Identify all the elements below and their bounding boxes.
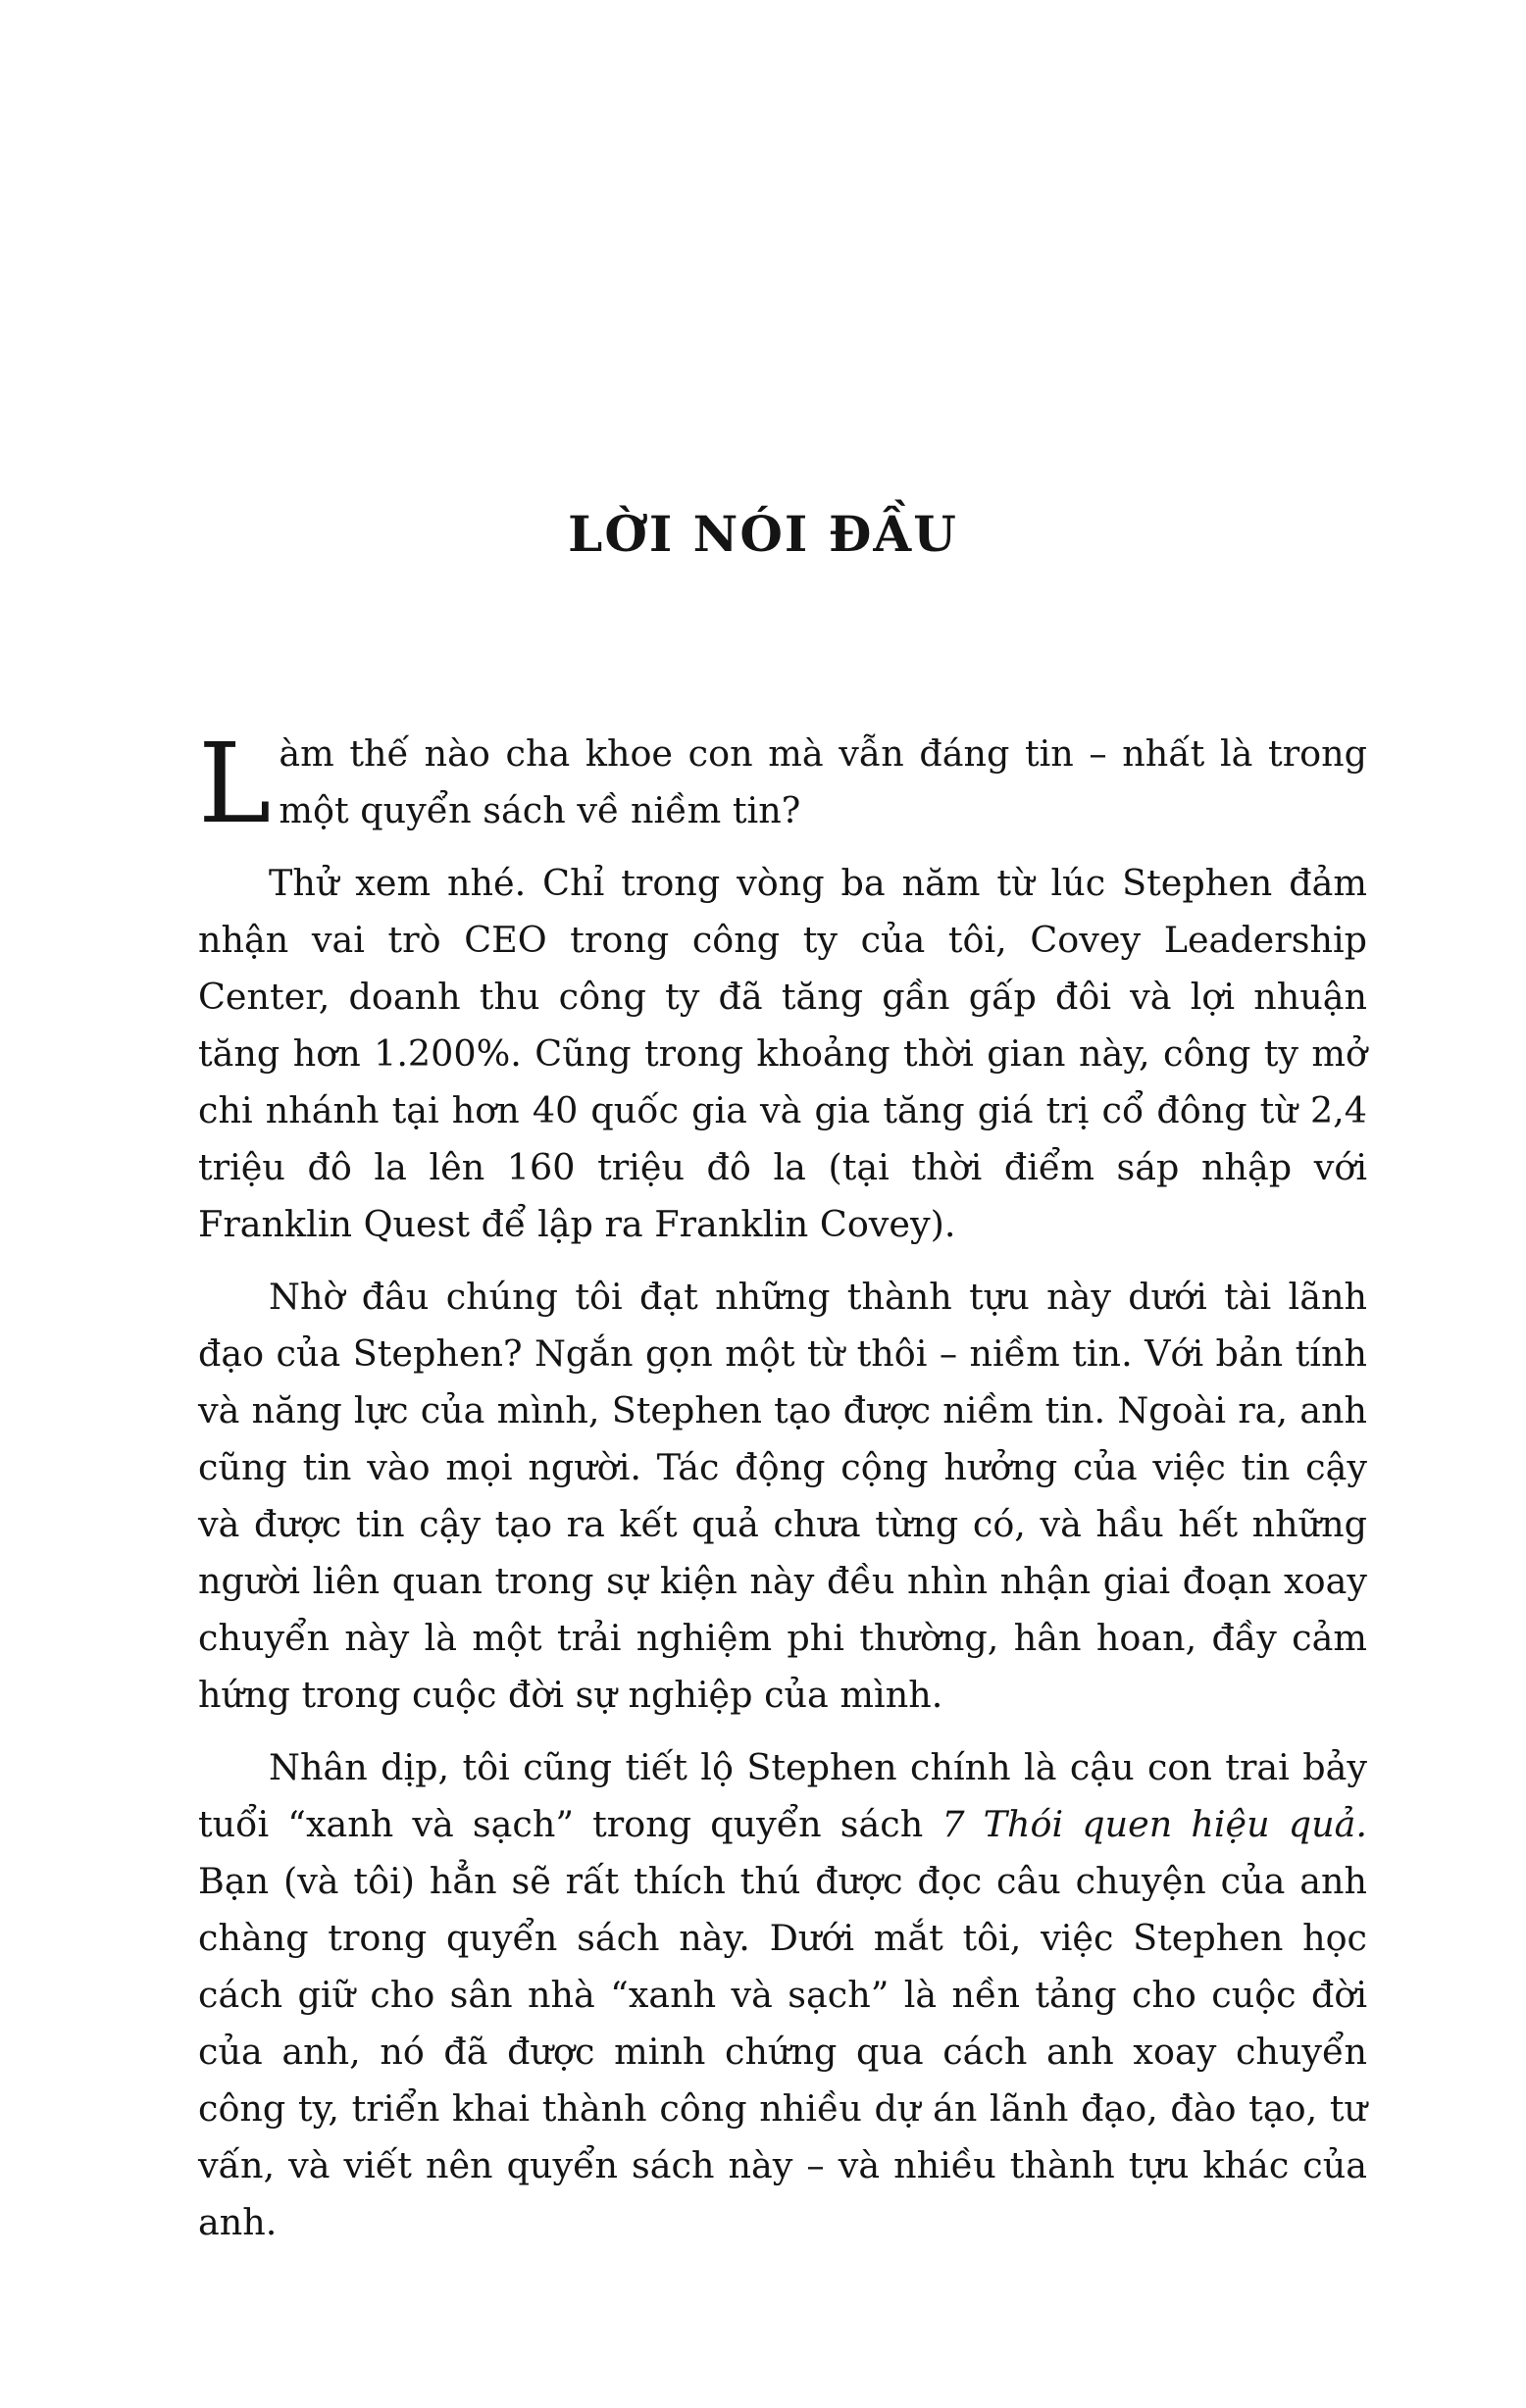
paragraph-1 bbox=[198, 721, 1367, 848]
body-text bbox=[198, 721, 1368, 2267]
paragraph-4-text-start: Nhân dịp, tôi cũng tiết lộ Stephen chính là cậu con trai bảy tuổi “xanh và sạch” trong quyển sách bbox=[198, 1746, 1367, 1845]
paragraph-3: Nhờ đâu chúng tôi đạt những thành tựu này dưới tài lãnh đạo của Stephen? Ngắn gọn một từ thôi – niềm tin. Với bản tính và năng lực của mình, Stephen tạo được niềm tin. Ngoài ra, anh cũng tin vào mọi người. Tác động cộng hưởng của việc tin cậy và được tin cậy tạo ra kết quả chưa từng có, và hầu hết những người liên quan trong sự kiện này đều nhìn nhận giai đoạn xoay chuyển này là một trải nghiệm phi thường, hân hoan, đầy cảm hứng trong cuộc đời sự nghiệp của mình. bbox=[198, 1276, 1367, 1716]
paragraph-4 bbox=[198, 1739, 1367, 2251]
drop-cap: L bbox=[198, 721, 272, 848]
paragraph-1-text: àm thế nào cha khoe con mà vẫn đáng tin – nhất là trong một quyển sách về niềm tin? bbox=[279, 732, 1367, 831]
page-title: LỜI NÓI ĐẦU bbox=[568, 505, 958, 563]
paragraph-4-text-end: Bạn (và tôi) hẳn sẽ rất thích thú được đọc câu chuyện của anh chàng trong quyển sách này. Dưới mắt tôi, việc Stephen học cách giữ cho sân nhà “xanh và sạch” là nền tảng cho cuộc đời của anh, nó đã được minh chứng qua cách anh xoay chuyển công ty, triển khai thành công nhiều dự án lãnh đạo, đào tạo, tư vấn, và viết nên quyển sách này – và nhiều thành tựu khác của anh. bbox=[198, 1860, 1367, 2243]
book-title-reference: 7 Thói quen hiệu quả. bbox=[941, 1803, 1368, 1845]
paragraph-2: Thử xem nhé. Chỉ trong vòng ba năm từ lúc Stephen đảm nhận vai trò CEO trong công ty của tôi, Covey Leadership Center, doanh thu công ty đã tăng gần gấp đôi và lợi nhuận tăng hơn 1.200%. Cũng trong khoảng thời gian này, công ty mở chi nhánh tại hơn 40 quốc gia và gia tăng giá trị cổ đông từ 2,4 triệu đô la lên 160 triệu đô la (tại thời điểm sáp nhập với Franklin Quest để lập ra Franklin Covey). bbox=[198, 862, 1367, 1245]
